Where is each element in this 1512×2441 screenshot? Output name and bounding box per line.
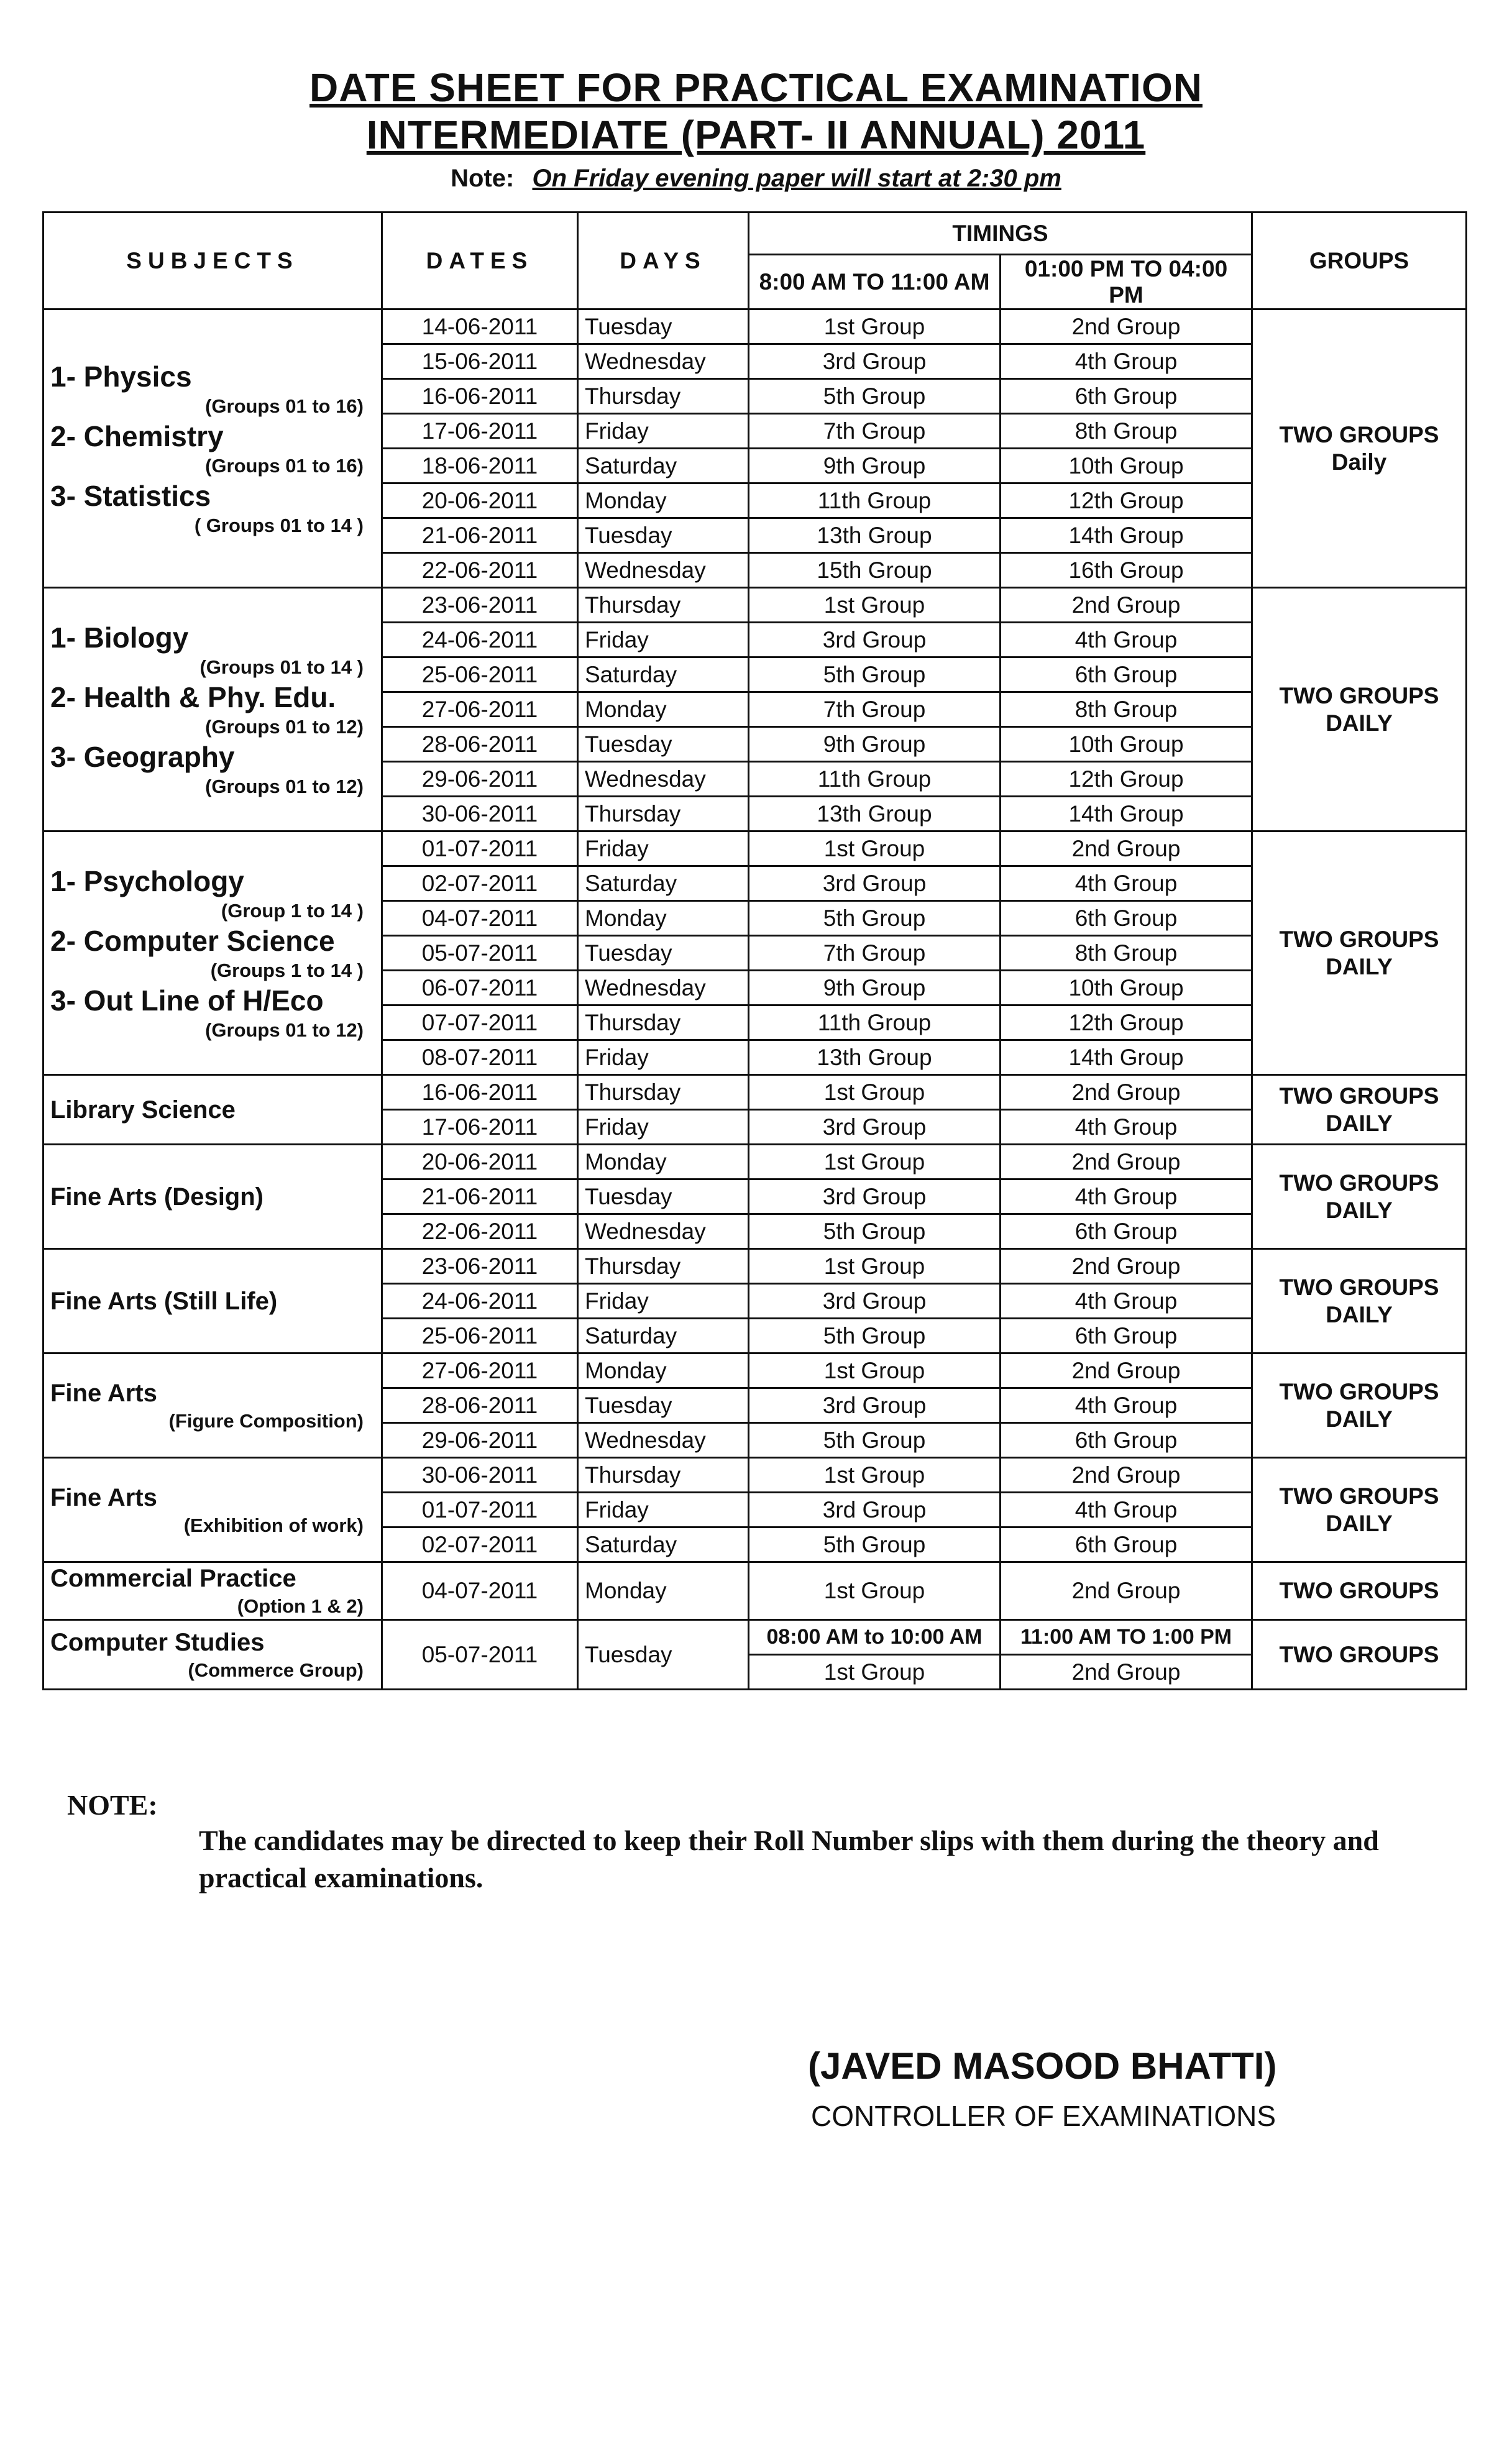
date-cell: 21-06-2011 xyxy=(382,1179,578,1214)
date-cell: 16-06-2011 xyxy=(382,1075,578,1110)
date-cell: 01-07-2011 xyxy=(382,831,578,866)
day-cell: Saturday xyxy=(578,1319,749,1353)
date-cell: 16-06-2011 xyxy=(382,379,578,414)
day-cell: Thursday xyxy=(578,1005,749,1040)
subject-name: 3- Geography xyxy=(50,740,235,773)
morning-group-cell: 1st Group xyxy=(749,1458,1001,1493)
subject-name: Computer Studies xyxy=(50,1628,265,1656)
day-cell: Thursday xyxy=(578,1458,749,1493)
subject-name: 2- Health & Phy. Edu. xyxy=(50,680,336,713)
table-row xyxy=(44,1075,1467,1110)
afternoon-group-cell: 12th Group xyxy=(1001,483,1252,518)
subject-name: Commercial Practice xyxy=(50,1565,296,1592)
subject-group-range: (Groups 01 to 12) xyxy=(205,775,364,797)
table-row xyxy=(44,588,1467,623)
day-cell: Friday xyxy=(578,831,749,866)
afternoon-group-cell: 6th Group xyxy=(1001,901,1252,936)
groups-cell: TWO GROUPS DAILY xyxy=(1252,1353,1467,1458)
date-cell: 17-06-2011 xyxy=(382,414,578,449)
afternoon-group-cell: 2nd Group xyxy=(1001,1562,1252,1620)
date-cell: 25-06-2011 xyxy=(382,657,578,692)
date-cell: 06-07-2011 xyxy=(382,971,578,1005)
subject-group-range: (Group 1 to 14 ) xyxy=(221,899,364,922)
morning-group-cell: 1st Group xyxy=(749,1145,1001,1179)
subject-group-range: (Groups 01 to 14 ) xyxy=(199,656,364,678)
page-title-line2: INTERMEDIATE (PART- II ANNUAL) 2011 xyxy=(366,112,1146,157)
morning-group-cell: 5th Group xyxy=(749,901,1001,936)
afternoon-group-cell: 4th Group xyxy=(1001,1179,1252,1214)
subject-group-range: (Figure Composition) xyxy=(168,1409,364,1432)
morning-group-cell: 7th Group xyxy=(749,414,1001,449)
date-cell: 17-06-2011 xyxy=(382,1110,578,1145)
date-cell: 05-07-2011 xyxy=(382,936,578,971)
day-cell: Thursday xyxy=(578,1075,749,1110)
morning-group-cell: 5th Group xyxy=(749,1214,1001,1249)
table-row xyxy=(44,1145,1467,1179)
day-cell: Friday xyxy=(578,414,749,449)
morning-group-cell: 1st Group xyxy=(749,309,1001,344)
date-cell: 14-06-2011 xyxy=(382,309,578,344)
morning-group-cell: 13th Group xyxy=(749,1040,1001,1075)
day-cell: Tuesday xyxy=(578,309,749,344)
date-cell: 22-06-2011 xyxy=(382,553,578,588)
morning-group-cell: 3rd Group xyxy=(749,1493,1001,1527)
table-row xyxy=(44,1458,1467,1493)
subject-name: Fine Arts (Still Life) xyxy=(50,1287,278,1315)
groups-cell: TWO GROUPS xyxy=(1252,1620,1467,1690)
morning-group-cell: 5th Group xyxy=(749,379,1001,414)
morning-group-cell: 3rd Group xyxy=(749,623,1001,657)
afternoon-group-cell: 10th Group xyxy=(1001,449,1252,483)
subject-group-range: (Commerce Group) xyxy=(188,1659,364,1681)
bottom-note-label: NOTE: xyxy=(67,1789,158,1821)
bottom-note-text: The candidates may be directed to keep their Roll Number slips with them during the theory and practical examinations. xyxy=(199,1825,1379,1894)
date-cell: 25-06-2011 xyxy=(382,1319,578,1353)
date-cell: 27-06-2011 xyxy=(382,1353,578,1388)
subject-cell xyxy=(44,1562,382,1620)
afternoon-group-cell: 2nd Group xyxy=(1001,309,1252,344)
morning-group-cell: 1st Group xyxy=(749,1353,1001,1388)
day-cell: Saturday xyxy=(578,449,749,483)
subject-cell xyxy=(44,1353,382,1458)
date-cell: 04-07-2011 xyxy=(382,1562,578,1620)
subject-cell xyxy=(44,831,382,1075)
date-cell: 24-06-2011 xyxy=(382,623,578,657)
subject-cell xyxy=(44,1145,382,1249)
afternoon-group-cell: 2nd Group xyxy=(1001,1458,1252,1493)
morning-group-cell: 13th Group xyxy=(749,797,1001,831)
morning-group-cell: 3rd Group xyxy=(749,1388,1001,1423)
day-cell: Monday xyxy=(578,1145,749,1179)
day-cell: Monday xyxy=(578,483,749,518)
table-row xyxy=(44,1620,1467,1655)
date-cell: 23-06-2011 xyxy=(382,1249,578,1284)
subject-cell xyxy=(44,309,382,588)
date-cell: 27-06-2011 xyxy=(382,692,578,727)
subject-name: 3- Out Line of H/Eco xyxy=(50,984,324,1017)
afternoon-group-cell: 6th Group xyxy=(1001,657,1252,692)
morning-group-cell: 1st Group xyxy=(749,1655,1001,1690)
day-cell: Wednesday xyxy=(578,762,749,797)
subject-cell xyxy=(44,588,382,831)
groups-cell: TWO GROUPS xyxy=(1252,1562,1467,1620)
top-note-label: Note: xyxy=(451,165,515,192)
subject-group-range: (Exhibition of work) xyxy=(183,1514,364,1536)
date-cell: 18-06-2011 xyxy=(382,449,578,483)
date-cell: 29-06-2011 xyxy=(382,762,578,797)
date-cell: 15-06-2011 xyxy=(382,344,578,379)
date-cell: 29-06-2011 xyxy=(382,1423,578,1458)
morning-group-cell: 1st Group xyxy=(749,1075,1001,1110)
top-note xyxy=(0,165,1512,193)
header-slot-morning: 8:00 AM TO 11:00 AM xyxy=(749,255,1001,309)
afternoon-group-cell: 4th Group xyxy=(1001,1284,1252,1319)
morning-group-cell: 3rd Group xyxy=(749,344,1001,379)
subject-group-range: (Groups 01 to 16) xyxy=(205,395,364,417)
subject-cell xyxy=(44,1620,382,1690)
day-cell: Thursday xyxy=(578,797,749,831)
date-cell: 23-06-2011 xyxy=(382,588,578,623)
subject-group-range: ( Groups 01 to 14 ) xyxy=(194,514,364,536)
date-cell: 01-07-2011 xyxy=(382,1493,578,1527)
table-row xyxy=(44,309,1467,344)
groups-cell: TWO GROUPS DAILY xyxy=(1252,1249,1467,1353)
subject-name: 3- Statistics xyxy=(50,479,211,512)
subject-cell xyxy=(44,1458,382,1562)
afternoon-group-cell: 14th Group xyxy=(1001,797,1252,831)
day-cell: Friday xyxy=(578,623,749,657)
signatory-title: CONTROLLER OF EXAMINATIONS xyxy=(811,2100,1276,2132)
morning-group-cell: 5th Group xyxy=(749,1423,1001,1458)
table-row xyxy=(44,1562,1467,1620)
afternoon-group-cell: 8th Group xyxy=(1001,414,1252,449)
date-cell: 28-06-2011 xyxy=(382,727,578,762)
afternoon-group-cell: 6th Group xyxy=(1001,379,1252,414)
afternoon-group-cell: 4th Group xyxy=(1001,1388,1252,1423)
table-row xyxy=(44,1353,1467,1388)
subject-name: Library Science xyxy=(50,1096,236,1124)
day-cell: Wednesday xyxy=(578,1214,749,1249)
afternoon-group-cell: 2nd Group xyxy=(1001,1353,1252,1388)
signatory-name: (JAVED MASOOD BHATTI) xyxy=(808,2045,1277,2087)
afternoon-group-cell: 12th Group xyxy=(1001,1005,1252,1040)
morning-group-cell: 3rd Group xyxy=(749,1110,1001,1145)
subject-group-range: (Groups 01 to 12) xyxy=(205,715,364,738)
afternoon-group-cell: 2nd Group xyxy=(1001,1249,1252,1284)
day-cell: Saturday xyxy=(578,657,749,692)
date-cell: 04-07-2011 xyxy=(382,901,578,936)
table-row xyxy=(44,1249,1467,1284)
morning-group-cell: 7th Group xyxy=(749,692,1001,727)
afternoon-group-cell: 8th Group xyxy=(1001,936,1252,971)
subject-name: Fine Arts xyxy=(50,1483,157,1511)
afternoon-group-cell: 2nd Group xyxy=(1001,1075,1252,1110)
day-cell: Wednesday xyxy=(578,971,749,1005)
afternoon-group-cell: 2nd Group xyxy=(1001,588,1252,623)
day-cell: Thursday xyxy=(578,588,749,623)
subject-group-range: (Groups 1 to 14 ) xyxy=(210,959,364,981)
morning-group-cell: 7th Group xyxy=(749,936,1001,971)
morning-group-cell: 3rd Group xyxy=(749,866,1001,901)
morning-group-cell: 1st Group xyxy=(749,1249,1001,1284)
afternoon-group-cell: 16th Group xyxy=(1001,553,1252,588)
afternoon-group-cell: 6th Group xyxy=(1001,1423,1252,1458)
date-cell: 30-06-2011 xyxy=(382,1458,578,1493)
date-cell: 30-06-2011 xyxy=(382,797,578,831)
date-cell: 20-06-2011 xyxy=(382,1145,578,1179)
date-cell: 08-07-2011 xyxy=(382,1040,578,1075)
groups-cell: TWO GROUPS Daily xyxy=(1252,309,1467,588)
groups-cell: TWO GROUPS DAILY xyxy=(1252,588,1467,831)
subject-name: Fine Arts (Design) xyxy=(50,1183,263,1211)
morning-group-cell: 11th Group xyxy=(749,1005,1001,1040)
subject-name: Fine Arts xyxy=(50,1379,157,1407)
header-dates: DATES xyxy=(382,213,578,309)
afternoon-group-cell: 14th Group xyxy=(1001,1040,1252,1075)
afternoon-group-cell: 14th Group xyxy=(1001,518,1252,553)
morning-group-cell: 15th Group xyxy=(749,553,1001,588)
morning-group-cell: 9th Group xyxy=(749,727,1001,762)
morning-group-cell: 11th Group xyxy=(749,762,1001,797)
day-cell: Wednesday xyxy=(578,344,749,379)
subject-group-range: (Groups 01 to 16) xyxy=(205,454,364,477)
morning-group-cell: 3rd Group xyxy=(749,1179,1001,1214)
morning-group-cell: 5th Group xyxy=(749,1527,1001,1562)
afternoon-group-cell: 6th Group xyxy=(1001,1214,1252,1249)
day-cell: Monday xyxy=(578,1562,749,1620)
date-cell: 07-07-2011 xyxy=(382,1005,578,1040)
afternoon-group-cell: 4th Group xyxy=(1001,1493,1252,1527)
subject-cell xyxy=(44,1075,382,1145)
date-cell: 02-07-2011 xyxy=(382,866,578,901)
date-cell: 20-06-2011 xyxy=(382,483,578,518)
day-cell: Friday xyxy=(578,1493,749,1527)
morning-group-cell: 5th Group xyxy=(749,1319,1001,1353)
groups-cell: TWO GROUPS DAILY xyxy=(1252,831,1467,1075)
day-cell: Thursday xyxy=(578,379,749,414)
morning-group-cell: 9th Group xyxy=(749,971,1001,1005)
morning-group-cell: 5th Group xyxy=(749,657,1001,692)
subject-name: 2- Chemistry xyxy=(50,419,224,452)
day-cell: Monday xyxy=(578,692,749,727)
top-note-text: On Friday evening paper will start at 2:30 pm xyxy=(532,165,1061,192)
morning-group-cell: 1st Group xyxy=(749,1562,1001,1620)
subject-group-range: (Groups 01 to 12) xyxy=(205,1019,364,1041)
header-days: DAYS xyxy=(578,213,749,309)
afternoon-group-cell: 4th Group xyxy=(1001,1110,1252,1145)
subject-name: 1- Biology xyxy=(50,621,189,654)
date-sheet-body xyxy=(44,309,1467,1690)
groups-cell: TWO GROUPS DAILY xyxy=(1252,1458,1467,1562)
day-cell: Friday xyxy=(578,1284,749,1319)
subject-cell xyxy=(44,1249,382,1353)
day-cell: Tuesday xyxy=(578,936,749,971)
header-subjects: SUBJECTS xyxy=(44,213,382,309)
day-cell: Tuesday xyxy=(578,1388,749,1423)
afternoon-slot-cell: 11:00 AM TO 1:00 PM xyxy=(1001,1620,1252,1655)
day-cell: Wednesday xyxy=(578,553,749,588)
header-timings: TIMINGS xyxy=(749,213,1252,255)
morning-slot-cell: 08:00 AM to 10:00 AM xyxy=(749,1620,1001,1655)
date-cell: 05-07-2011 xyxy=(382,1620,578,1690)
afternoon-group-cell: 8th Group xyxy=(1001,692,1252,727)
day-cell: Tuesday xyxy=(578,1179,749,1214)
date-cell: 22-06-2011 xyxy=(382,1214,578,1249)
subject-name: 1- Psychology xyxy=(50,864,244,897)
table-row xyxy=(44,831,1467,866)
day-cell: Tuesday xyxy=(578,518,749,553)
morning-group-cell: 3rd Group xyxy=(749,1284,1001,1319)
afternoon-group-cell: 6th Group xyxy=(1001,1319,1252,1353)
morning-group-cell: 1st Group xyxy=(749,588,1001,623)
subject-group-range: (Option 1 & 2) xyxy=(237,1595,364,1617)
day-cell: Saturday xyxy=(578,1527,749,1562)
date-cell: 24-06-2011 xyxy=(382,1284,578,1319)
groups-cell: TWO GROUPS DAILY xyxy=(1252,1145,1467,1249)
header-groups: GROUPS xyxy=(1252,213,1467,309)
day-cell: Tuesday xyxy=(578,1620,749,1690)
day-cell: Saturday xyxy=(578,866,749,901)
morning-group-cell: 9th Group xyxy=(749,449,1001,483)
morning-group-cell: 1st Group xyxy=(749,831,1001,866)
day-cell: Monday xyxy=(578,901,749,936)
page-title-line1: DATE SHEET FOR PRACTICAL EXAMINATION xyxy=(309,65,1203,110)
subject-name: 1- Physics xyxy=(50,360,192,393)
subject-name: 2- Computer Science xyxy=(50,924,335,957)
groups-cell: TWO GROUPS DAILY xyxy=(1252,1075,1467,1145)
afternoon-group-cell: 4th Group xyxy=(1001,344,1252,379)
day-cell: Friday xyxy=(578,1040,749,1075)
afternoon-group-cell: 10th Group xyxy=(1001,971,1252,1005)
date-cell: 02-07-2011 xyxy=(382,1527,578,1562)
header-slot-afternoon: 01:00 PM TO 04:00 PM xyxy=(1001,255,1252,309)
afternoon-group-cell: 10th Group xyxy=(1001,727,1252,762)
day-cell: Wednesday xyxy=(578,1423,749,1458)
day-cell: Friday xyxy=(578,1110,749,1145)
afternoon-group-cell: 2nd Group xyxy=(1001,1655,1252,1690)
date-cell: 21-06-2011 xyxy=(382,518,578,553)
afternoon-group-cell: 4th Group xyxy=(1001,866,1252,901)
day-cell: Thursday xyxy=(578,1249,749,1284)
afternoon-group-cell: 6th Group xyxy=(1001,1527,1252,1562)
morning-group-cell: 11th Group xyxy=(749,483,1001,518)
afternoon-group-cell: 4th Group xyxy=(1001,623,1252,657)
day-cell: Tuesday xyxy=(578,727,749,762)
afternoon-group-cell: 2nd Group xyxy=(1001,831,1252,866)
morning-group-cell: 13th Group xyxy=(749,518,1001,553)
afternoon-group-cell: 12th Group xyxy=(1001,762,1252,797)
afternoon-group-cell: 2nd Group xyxy=(1001,1145,1252,1179)
date-cell: 28-06-2011 xyxy=(382,1388,578,1423)
date-sheet-table xyxy=(42,211,1467,1690)
day-cell: Monday xyxy=(578,1353,749,1388)
